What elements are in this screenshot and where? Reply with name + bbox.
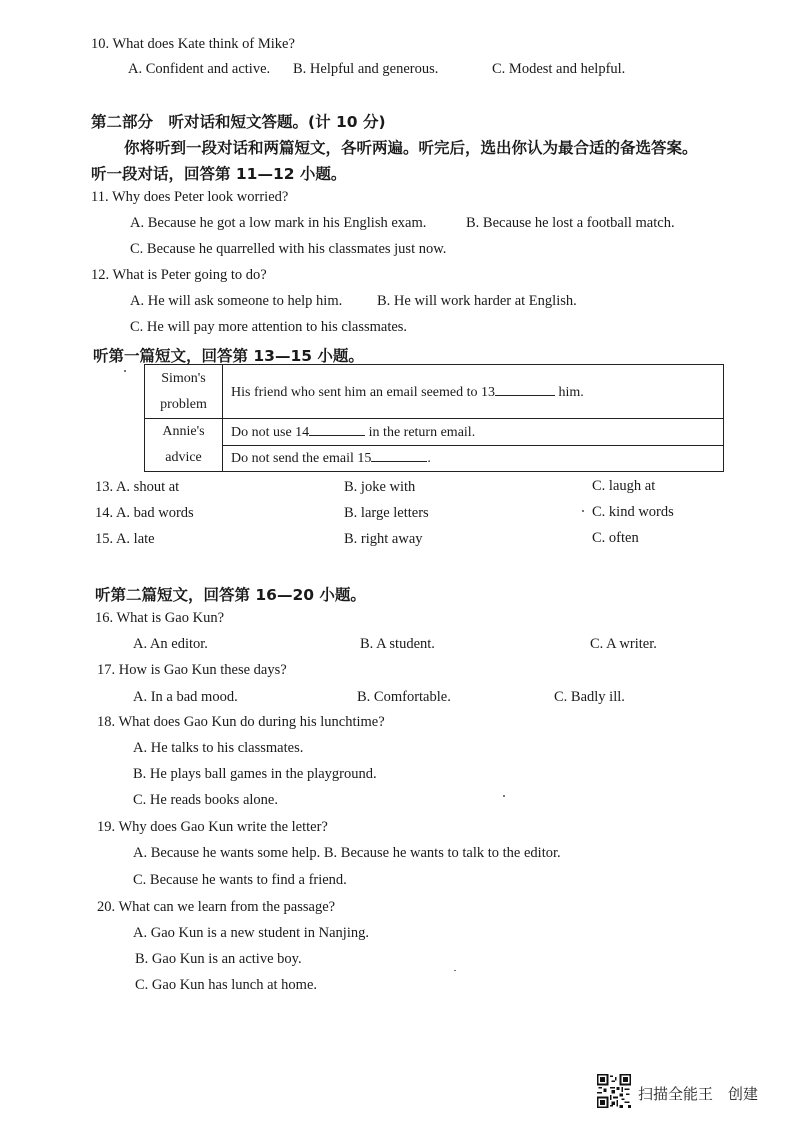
question-16-option-c: C. A writer. — [590, 636, 657, 652]
row-label-simon-line2: problem — [160, 396, 207, 412]
blank-14 — [309, 423, 365, 436]
row-text-simon — [223, 365, 724, 419]
question-19-stem: 19. Why does Gao Kun write the letter? — [97, 819, 328, 835]
part2-heading: 第二部分 听对话和短文答题。(计 10 分) — [91, 113, 386, 131]
question-20-option-c: C. Gao Kun has lunch at home. — [135, 977, 318, 993]
question-20-stem: 20. What can we learn from the passage? — [97, 899, 336, 915]
blank-14-lead: Do not use 14 — [231, 424, 310, 440]
row-label-annie-line2: advice — [165, 450, 202, 465]
question-19-option-ab: A. Because he wants some help. B. Because he wants to talk to the editor. — [133, 845, 561, 861]
scan-speck — [454, 970, 456, 971]
question-18-stem: 18. What does Gao Kun do during his lunchtime? — [97, 714, 385, 730]
question-20-option-b: B. Gao Kun is an active boy. — [135, 951, 302, 967]
blank-13-trail: him. — [558, 384, 584, 400]
question-18-option-b: B. He plays ball games in the playground. — [133, 766, 377, 782]
question-17-option-c: C. Badly ill. — [554, 689, 625, 705]
question-12-stem: 12. What is Peter going to do? — [91, 267, 267, 283]
passage1-heading: 听第一篇短文，回答第 13—15 小题。 — [93, 347, 364, 365]
question-10-option-a: A. Confident and active. — [128, 61, 271, 77]
blank-14-trail: in the return email. — [368, 424, 476, 440]
question-15-option-b: B. right away — [344, 531, 423, 547]
row-text-annie-2 — [223, 445, 724, 472]
question-16-option-b: B. A student. — [360, 636, 435, 652]
row-label-simon — [145, 365, 223, 419]
notes-table — [144, 364, 724, 472]
question-10-option-b: B. Helpful and generous. — [293, 61, 439, 77]
scanner-brand-label: 扫描全能王 创建 — [638, 1085, 759, 1103]
scan-speck — [503, 795, 505, 797]
passage2-heading: 听第二篇短文，回答第 16—20 小题。 — [95, 586, 366, 604]
question-17-option-b: B. Comfortable. — [357, 689, 451, 705]
blank-13 — [495, 383, 555, 396]
question-15-option-c: C. often — [592, 530, 639, 546]
qr-code-icon — [597, 1074, 631, 1108]
question-14-option-b: B. large letters — [344, 505, 429, 521]
blank-15 — [371, 449, 427, 462]
scan-speck — [582, 510, 584, 512]
question-16-stem: 16. What is Gao Kun? — [95, 610, 224, 626]
question-17-stem: 17. How is Gao Kun these days? — [97, 662, 287, 678]
question-12-option-a: A. He will ask someone to help him. — [130, 293, 343, 309]
question-11-stem: 11. Why does Peter look worried? — [91, 189, 289, 205]
question-10-stem: 10. What does Kate think of Mike? — [91, 36, 295, 52]
row-text-annie-1 — [223, 419, 724, 446]
dialogue-heading: 听一段对话，回答第 11—12 小题。 — [91, 165, 347, 183]
question-11-option-a: A. Because he got a low mark in his English exam. — [130, 215, 427, 231]
blank-13-lead: His friend who sent him an email seemed to 13 — [231, 384, 495, 400]
question-18-option-a: A. He talks to his classmates. — [133, 740, 304, 756]
question-18-option-c: C. He reads books alone. — [133, 792, 278, 808]
question-19-option-c: C. Because he wants to find a friend. — [133, 872, 347, 888]
question-13-option-b: B. joke with — [344, 479, 416, 495]
row-label-annie-line1: Annie's — [162, 424, 205, 439]
question-15-option-a: 15. A. late — [95, 531, 155, 547]
scan-speck — [124, 370, 126, 372]
blank-15-trail: . — [427, 451, 431, 467]
question-14-option-a: 14. A. bad words — [95, 505, 194, 521]
question-12-option-b: B. He will work harder at English. — [377, 293, 577, 309]
question-20-option-a: A. Gao Kun is a new student in Nanjing. — [133, 925, 369, 941]
part2-instruction: 你将听到一段对话和两篇短文，各听两遍。听完后，选出你认为最合适的备选答案。 — [124, 139, 698, 157]
row-label-simon-line1: Simon's — [161, 370, 206, 386]
question-11-option-b: B. Because he lost a football match. — [466, 215, 675, 231]
question-11-option-c: C. Because he quarrelled with his classmates just now. — [130, 241, 447, 257]
question-16-option-a: A. An editor. — [133, 636, 208, 652]
question-14-option-c: C. kind words — [592, 504, 674, 520]
blank-15-lead: Do not send the email 15 — [231, 451, 372, 467]
row-label-annie — [145, 419, 223, 472]
question-13-option-c: C. laugh at — [592, 478, 656, 494]
question-17-option-a: A. In a bad mood. — [133, 689, 238, 705]
question-12-option-c: C. He will pay more attention to his classmates. — [130, 319, 408, 335]
question-13-option-a: 13. A. shout at — [95, 479, 180, 495]
question-10-option-c: C. Modest and helpful. — [492, 61, 626, 77]
